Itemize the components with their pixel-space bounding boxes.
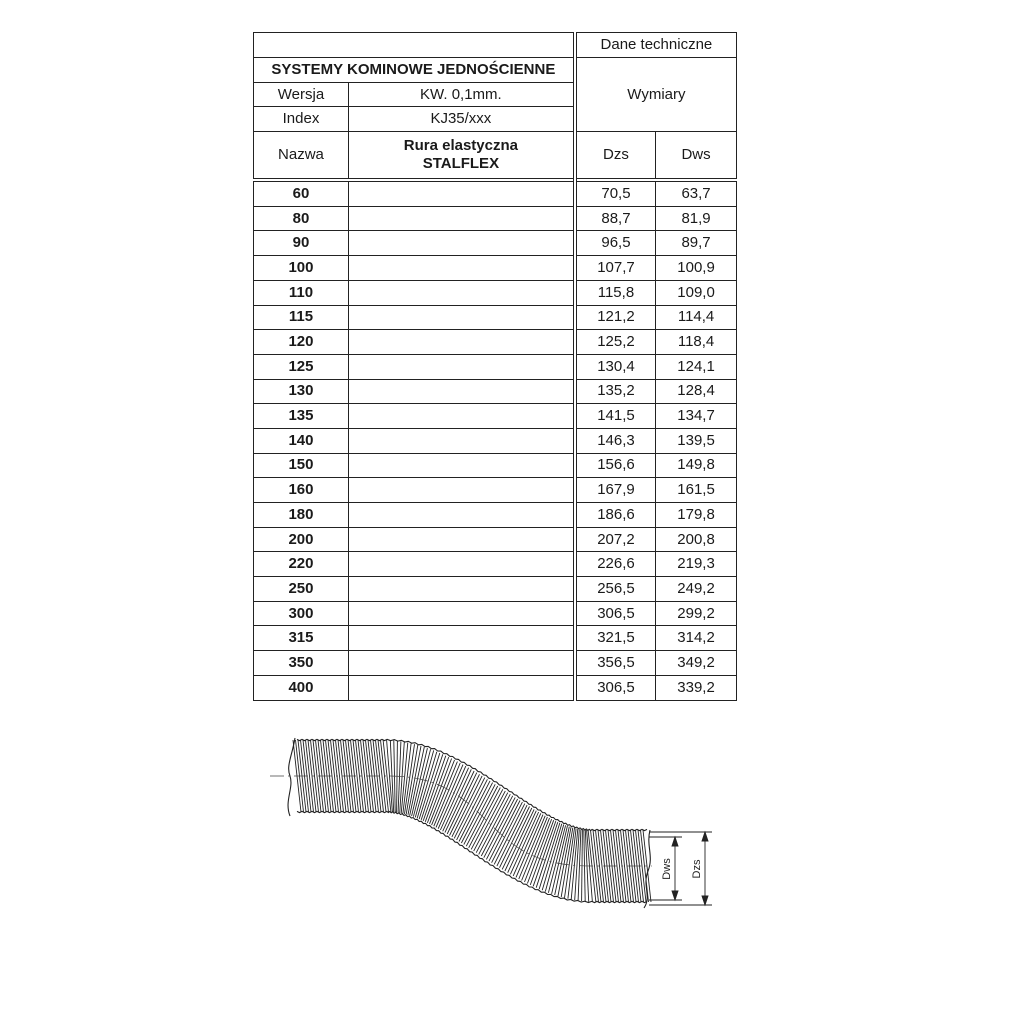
product-cell — [348, 180, 574, 206]
dzs-value-cell: 121,2 — [575, 305, 656, 330]
name-column-header: Nazwa — [254, 132, 349, 181]
product-cell — [348, 280, 574, 305]
dzs-value-cell: 70,5 — [575, 180, 656, 206]
dzs-value-cell: 107,7 — [575, 256, 656, 281]
size-cell: 220 — [254, 552, 349, 577]
product-cell — [348, 552, 574, 577]
product-cell — [348, 305, 574, 330]
dws-value-cell: 100,9 — [656, 256, 737, 281]
product-cell — [348, 651, 574, 676]
product-cell — [348, 453, 574, 478]
header-row-title — [254, 58, 737, 83]
dws-value-cell: 314,2 — [656, 626, 737, 651]
size-cell: 150 — [254, 453, 349, 478]
table-row — [254, 527, 737, 552]
dzs-value-cell: 306,5 — [575, 675, 656, 700]
dws-value-cell: 219,3 — [656, 552, 737, 577]
index-label: Index — [254, 107, 349, 132]
dws-value-cell: 128,4 — [656, 379, 737, 404]
product-cell — [348, 675, 574, 700]
dzs-value-cell: 356,5 — [575, 651, 656, 676]
index-value: KJ35/xxx — [348, 107, 574, 132]
dws-value-cell: 81,9 — [656, 206, 737, 231]
product-cell — [348, 330, 574, 355]
dzs-value-cell: 167,9 — [575, 478, 656, 503]
version-label: Wersja — [254, 82, 349, 107]
product-cell — [348, 231, 574, 256]
table-row — [254, 354, 737, 379]
dws-value-cell: 134,7 — [656, 404, 737, 429]
dws-value-cell: 114,4 — [656, 305, 737, 330]
dws-value-cell: 118,4 — [656, 330, 737, 355]
dws-value-cell: 89,7 — [656, 231, 737, 256]
dzs-value-cell: 88,7 — [575, 206, 656, 231]
dws-value-cell: 179,8 — [656, 503, 737, 528]
size-cell: 110 — [254, 280, 349, 305]
dws-value-cell: 200,8 — [656, 527, 737, 552]
technical-data-label: Dane techniczne — [575, 33, 737, 58]
product-cell — [348, 354, 574, 379]
size-cell: 120 — [254, 330, 349, 355]
spec-sheet — [253, 32, 737, 701]
header-row-top — [254, 33, 737, 58]
product-cell — [348, 626, 574, 651]
blank-header-cell — [254, 33, 575, 58]
table-row — [254, 206, 737, 231]
product-cell — [348, 379, 574, 404]
product-cell — [348, 601, 574, 626]
dimensions-label: Wymiary — [575, 58, 737, 132]
pipe-drawing — [262, 726, 732, 926]
dws-value-cell: 299,2 — [656, 601, 737, 626]
dws-value-cell: 339,2 — [656, 675, 737, 700]
size-cell: 100 — [254, 256, 349, 281]
size-cell: 90 — [254, 231, 349, 256]
table-row — [254, 280, 737, 305]
dzs-value-cell: 156,6 — [575, 453, 656, 478]
dzs-value-cell: 306,5 — [575, 601, 656, 626]
dzs-value-cell: 256,5 — [575, 577, 656, 602]
dzs-value-cell: 96,5 — [575, 231, 656, 256]
size-cell: 180 — [254, 503, 349, 528]
dzs-value-cell: 115,8 — [575, 280, 656, 305]
table-row — [254, 180, 737, 206]
table-row — [254, 601, 737, 626]
dzs-value-cell: 125,2 — [575, 330, 656, 355]
table-row — [254, 305, 737, 330]
product-column-header — [348, 132, 574, 181]
pipe-centerline — [270, 776, 652, 866]
product-cell — [348, 577, 574, 602]
size-cell: 160 — [254, 478, 349, 503]
dzs-value-cell: 141,5 — [575, 404, 656, 429]
header-row-columns — [254, 132, 737, 181]
table-row — [254, 330, 737, 355]
dws-value-cell: 124,1 — [656, 354, 737, 379]
size-cell: 125 — [254, 354, 349, 379]
table-row — [254, 231, 737, 256]
product-name-line1: Rura elastyczna — [403, 137, 518, 155]
table-row — [254, 404, 737, 429]
size-cell: 350 — [254, 651, 349, 676]
version-value: KW. 0,1mm. — [348, 82, 574, 107]
product-cell — [348, 503, 574, 528]
spec-table — [253, 32, 737, 701]
dws-value-cell: 149,8 — [656, 453, 737, 478]
product-name-line2: STALFLEX — [422, 155, 500, 173]
table-row — [254, 453, 737, 478]
dzs-value-cell: 207,2 — [575, 527, 656, 552]
size-cell: 130 — [254, 379, 349, 404]
size-cell: 140 — [254, 428, 349, 453]
size-cell: 250 — [254, 577, 349, 602]
size-cell: 200 — [254, 527, 349, 552]
dzs-value-cell: 321,5 — [575, 626, 656, 651]
table-row — [254, 626, 737, 651]
size-cell: 60 — [254, 180, 349, 206]
dws-column-header: Dws — [656, 132, 737, 181]
table-row — [254, 552, 737, 577]
table-row — [254, 675, 737, 700]
table-row — [254, 577, 737, 602]
size-cell: 80 — [254, 206, 349, 231]
size-cell: 300 — [254, 601, 349, 626]
dzs-value-cell: 226,6 — [575, 552, 656, 577]
dzs-value-cell: 135,2 — [575, 379, 656, 404]
product-cell — [348, 527, 574, 552]
table-row — [254, 478, 737, 503]
dws-value-cell: 63,7 — [656, 180, 737, 206]
dzs-value-cell: 146,3 — [575, 428, 656, 453]
size-cell: 400 — [254, 675, 349, 700]
dzs-value-cell: 130,4 — [575, 354, 656, 379]
system-title: SYSTEMY KOMINOWE JEDNOŚCIENNE — [254, 58, 575, 83]
dws-value-cell: 249,2 — [656, 577, 737, 602]
dws-value-cell: 161,5 — [656, 478, 737, 503]
dws-value-cell: 349,2 — [656, 651, 737, 676]
product-cell — [348, 404, 574, 429]
dws-dimension-label: Dws — [661, 858, 673, 880]
product-cell — [348, 478, 574, 503]
table-row — [254, 651, 737, 676]
dzs-value-cell: 186,6 — [575, 503, 656, 528]
size-cell: 135 — [254, 404, 349, 429]
dws-value-cell: 139,5 — [656, 428, 737, 453]
table-row — [254, 503, 737, 528]
dws-value-cell: 109,0 — [656, 280, 737, 305]
dzs-dimension-label: Dzs — [691, 859, 703, 879]
product-cell — [348, 428, 574, 453]
size-cell: 115 — [254, 305, 349, 330]
size-cell: 315 — [254, 626, 349, 651]
table-row — [254, 379, 737, 404]
table-row — [254, 428, 737, 453]
flexible-pipe-icon — [262, 726, 732, 926]
dzs-column-header: Dzs — [575, 132, 656, 181]
table-row — [254, 256, 737, 281]
product-cell — [348, 206, 574, 231]
product-cell — [348, 256, 574, 281]
